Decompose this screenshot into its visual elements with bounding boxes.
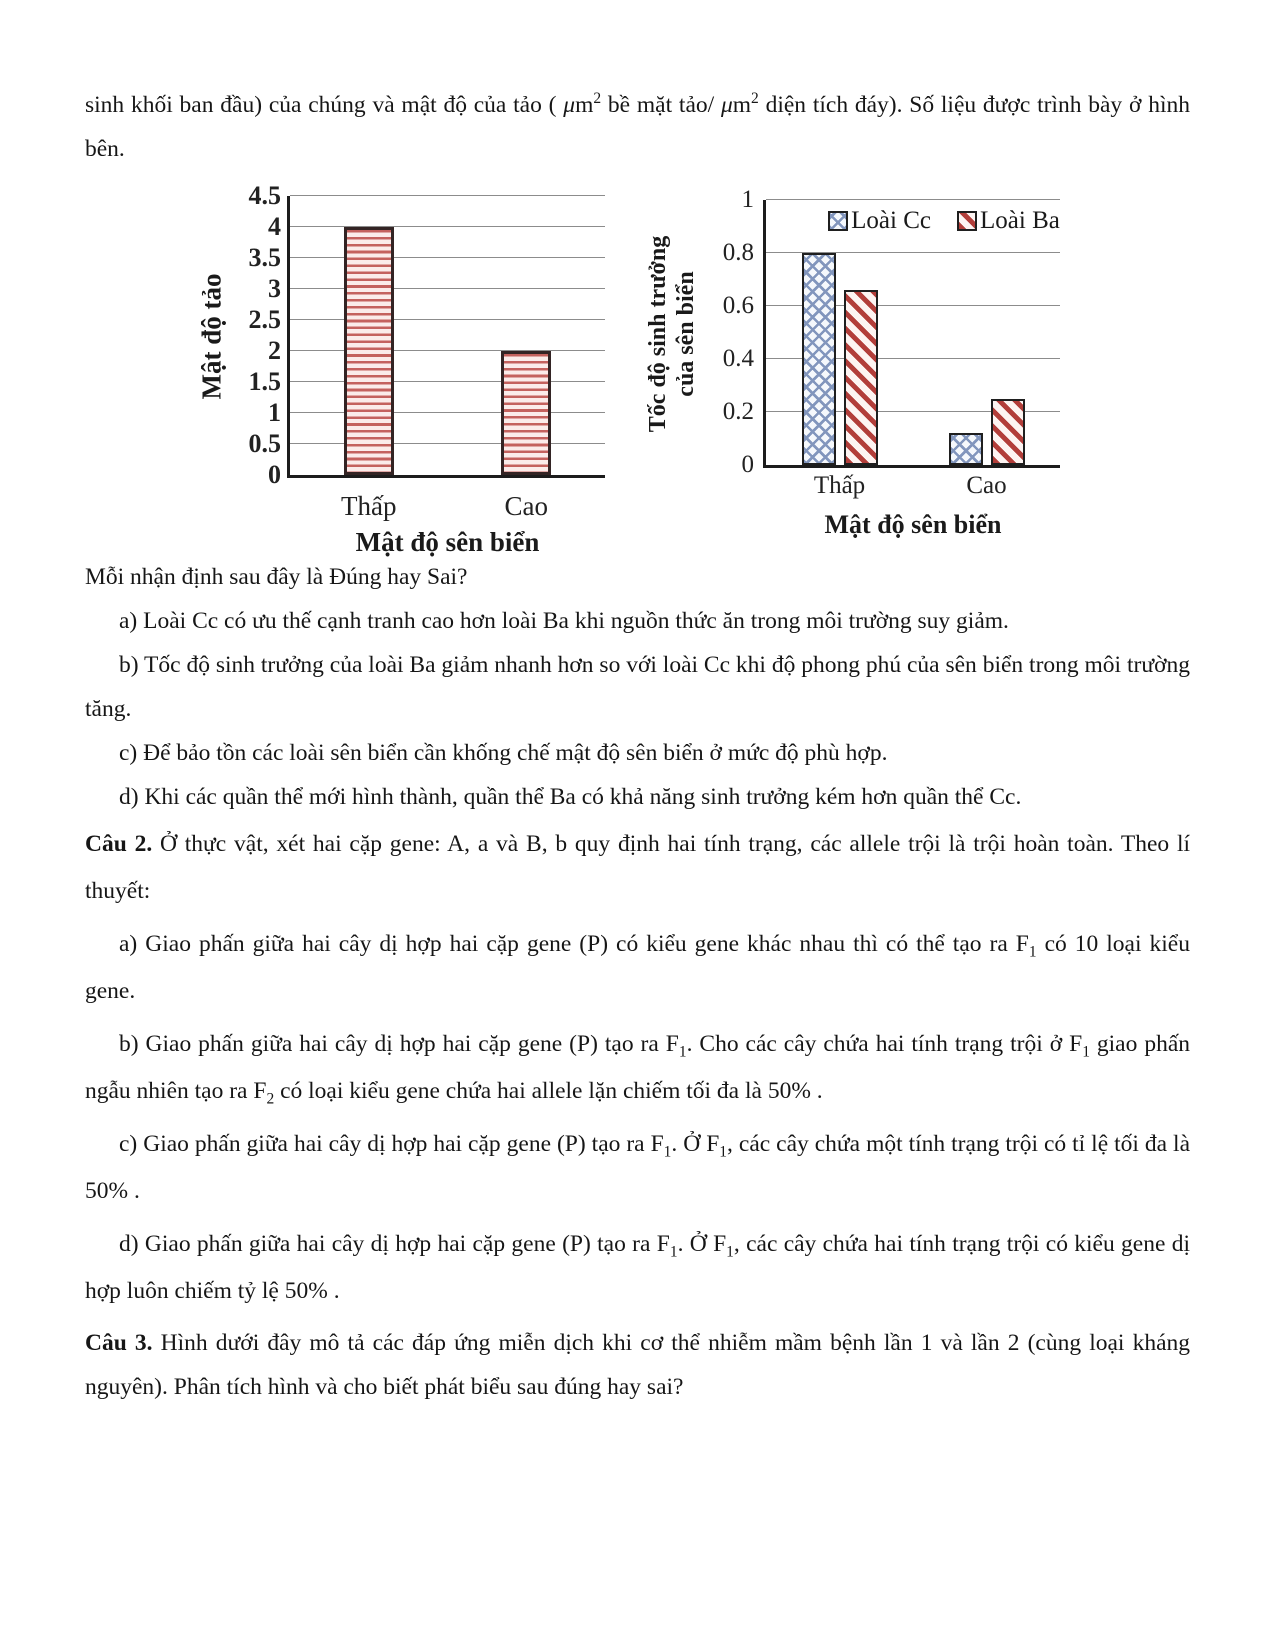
- bar-Loài Cc-Cao: [949, 433, 983, 465]
- x-category-label: Cao: [504, 491, 548, 521]
- question2-item-d: d) Giao phấn giữa hai cây dị hợp hai cặp gene (P) tạo ra $F_1$. Ở $F_1$, các cây chứa hai tính trạng trội có kiểu gene dị hợp luôn chiếm tỷ lệ 50% .: [85, 1231, 1190, 1304]
- gridline: [290, 319, 605, 320]
- y-axis-label-line1: Tốc độ sinh trưởng: [645, 235, 671, 433]
- y-axis-label: [644, 184, 700, 484]
- y-tick-label: 1: [268, 398, 281, 427]
- x-category-label: Thấp: [341, 491, 397, 521]
- y-tick-label: 0.2: [722, 398, 754, 425]
- bar-Loài Ba-Thấp: [844, 290, 878, 465]
- intro-paragraph: sinh khối ban đầu) của chúng và mật độ của tảo ( $\mu m^2$ bề mặt tảo/ $\mu m^2$ diện tích đáy). Số liệu được trình bày ở hình bên.: [85, 90, 1190, 162]
- question2-item-a: a) Giao phấn giữa hai cây dị hợp hai cặp gene (P) có kiểu gene khác nhau thì có thể tạo ra $F_1$ có 10 loại kiểu gene.: [85, 931, 1190, 1004]
- legend-swatch-ba-icon: [957, 211, 977, 231]
- y-tick-label: 3: [268, 274, 281, 303]
- x-category-label: Thấp: [813, 472, 866, 499]
- bar-Loài Cc-Thấp: [802, 253, 836, 465]
- y-tick-label: 0.8: [722, 239, 754, 266]
- y-tick-label: 3.5: [248, 243, 281, 272]
- question1-item-a: a) Loài Cc có ưu thế cạnh tranh cao hơn loài Ba khi nguồn thức ăn trong môi trường suy giảm.: [119, 608, 1009, 634]
- charts-figure: [85, 173, 1190, 557]
- y-tick-label: 1: [741, 186, 754, 213]
- legend-label-ba: Loài Ba: [980, 207, 1060, 234]
- gridline: [290, 443, 605, 444]
- legend-label-cc: Loài Cc: [851, 207, 931, 234]
- y-tick-label: 0.4: [722, 345, 754, 372]
- gridline: [290, 350, 605, 351]
- x-category-label: Cao: [966, 472, 1007, 499]
- legend-item-ba: [957, 207, 1060, 235]
- gridline: [290, 412, 605, 413]
- y-axis-label: Mật độ tảo: [196, 273, 227, 400]
- question2-item-c: c) Giao phấn giữa hai cây dị hợp hai cặp gene (P) tạo ra $F_1$. Ở $F_1$, các cây chứa một tính trạng trội có tỉ lệ tối đa là 50% .: [85, 1131, 1191, 1204]
- question1-item-b: b) Tốc độ sinh trưởng của loài Ba giảm nhanh hơn so với loài Cc khi độ phong phú của sên biển trong môi trường tăng.: [85, 652, 1190, 722]
- gridline: [290, 226, 605, 227]
- legend-item-cc: [828, 207, 931, 235]
- y-axis-label-line2: của sên biển: [673, 271, 699, 397]
- gridline: [290, 288, 605, 289]
- y-tick-label: 1.5: [248, 367, 281, 396]
- legend: [766, 207, 1060, 235]
- gridline: [766, 199, 1060, 200]
- legend-swatch-cc-icon: [828, 211, 848, 231]
- gridline: [290, 257, 605, 258]
- y-tick-label: 0: [741, 451, 754, 478]
- x-axis-label: Mật độ sên biển: [824, 510, 1002, 539]
- y-tick-label: 0.5: [248, 429, 281, 458]
- y-tick-label: 0.6: [722, 292, 754, 319]
- growth-rate-chart: [630, 173, 1120, 553]
- plot-area: [722, 186, 1060, 539]
- bar-Cao: [501, 351, 551, 475]
- y-tick-label: 2: [268, 336, 281, 365]
- question3-heading: Câu 3. Hình dưới đây mô tả các đáp ứng miễn dịch khi cơ thể nhiễm mầm bệnh lần 1 và lần 2 (cùng loại kháng nguyên). Phân tích hình và cho biết phát biểu sau đúng hay sai?: [85, 1330, 1191, 1400]
- question2-item-b: b) Giao phấn giữa hai cây dị hợp hai cặp gene (P) tạo ra $F_1$. Cho các cây chứa hai tính trạng trội ở $F_1$ giao phấn ngẫu nhiên tạo ra $F_2$ có loại kiểu gene chứa hai allele lặn chiếm tối đa là 50% .: [85, 1031, 1191, 1108]
- question1-item-d: d) Khi các quần thể mới hình thành, quần thể Ba có khả năng sinh trưởng kém hơn quần thể Cc.: [119, 784, 1022, 810]
- gridline: [290, 381, 605, 382]
- y-tick-label: 2.5: [248, 305, 281, 334]
- plot-area: [248, 181, 605, 557]
- gridline: [290, 195, 605, 196]
- x-axis-label: Mật độ sên biển: [355, 527, 540, 557]
- bar-Loài Ba-Cao: [991, 399, 1025, 465]
- question2-heading: Câu 2. Ở thực vật, xét hai cặp gene: A, a và B, b quy định hai tính trạng, các allele trội là trội hoàn toàn. Theo lí thuyết:: [85, 831, 1191, 904]
- y-tick-label: 4.5: [248, 181, 281, 210]
- question1-prompt: Mỗi nhận định sau đây là Đúng hay Sai?: [85, 564, 468, 590]
- y-tick-label: 0: [268, 460, 281, 489]
- bar-Thấp: [344, 227, 394, 475]
- question1-item-c: c) Để bảo tồn các loài sên biển cần khống chế mật độ sên biển ở mức độ phù hợp.: [119, 740, 888, 766]
- algae-density-chart: [170, 173, 630, 557]
- y-tick-label: 4: [268, 212, 281, 241]
